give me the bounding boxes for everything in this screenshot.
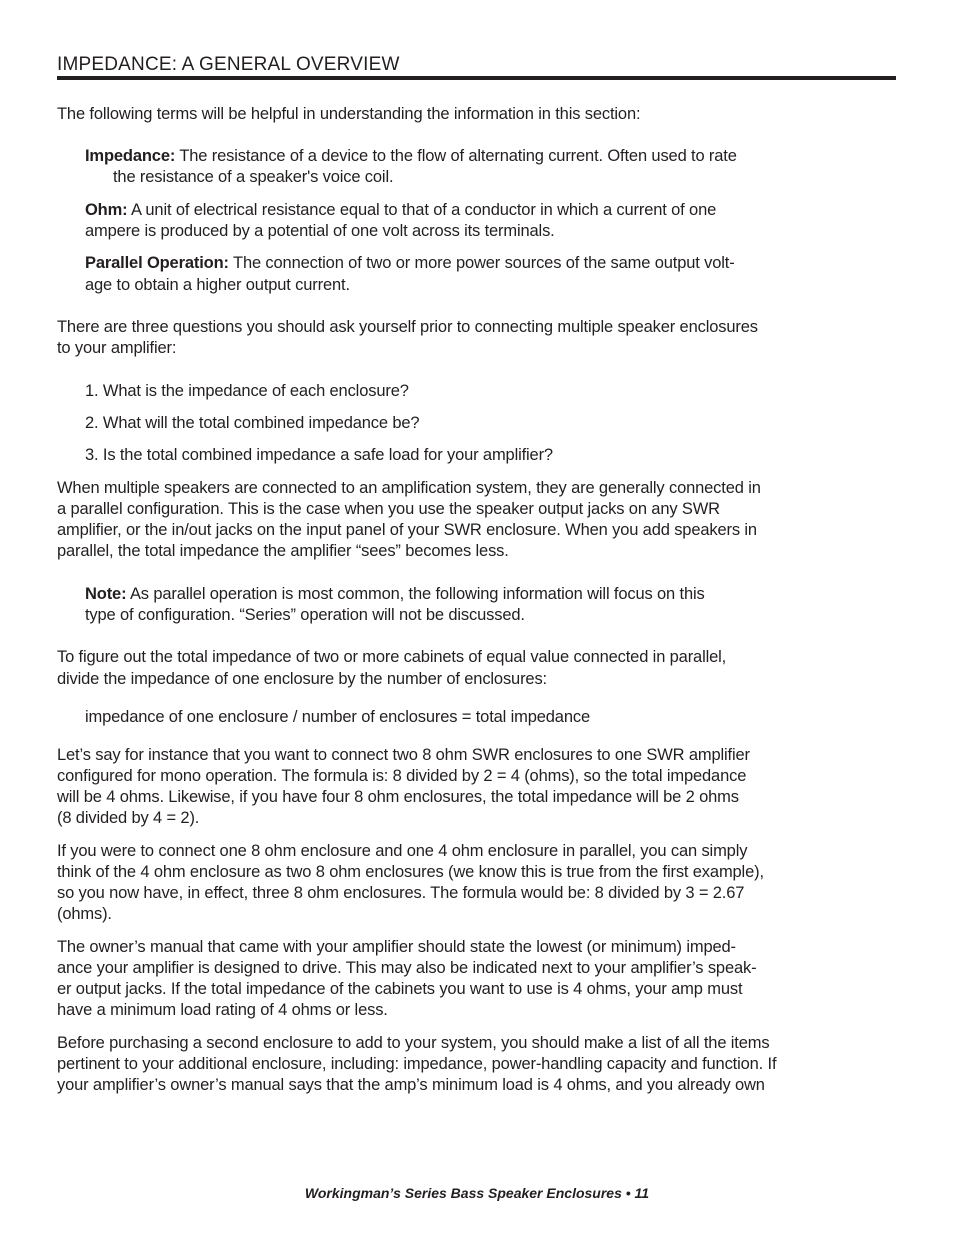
line-text: (ohms). — [57, 905, 112, 923]
line-text: the resistance of a speaker's voice coil. — [113, 168, 394, 186]
intro-paragraph — [57, 104, 640, 124]
line-text: (8 divided by 4 = 2). — [57, 809, 200, 827]
line-text: A unit of electrical resistance equal to that of a conductor in which a current of one — [127, 201, 717, 219]
line-text: 1. What is the impedance of each enclosure? — [85, 382, 409, 400]
question-item — [85, 381, 409, 401]
line-text: 2. What will the total combined impedance be? — [85, 414, 420, 432]
question-item — [85, 413, 419, 433]
line-text: ampere is produced by a potential of one volt across its terminals. — [85, 222, 555, 240]
definition-ohm — [85, 200, 716, 220]
parallel-paragraph — [57, 478, 761, 498]
line-text: 3. Is the total combined impedance a safe load for your amplifier? — [85, 446, 553, 464]
parallel-paragraph — [57, 541, 509, 561]
line-text: There are three questions you should ask yourself prior to connecting multiple speaker enclosures — [57, 318, 758, 336]
note-paragraph — [85, 605, 525, 625]
example1-paragraph — [57, 808, 199, 828]
line-text: er output jacks. If the total impedance of the cabinets you want to use is 4 ohms, your amp must — [57, 980, 743, 998]
line-text: have a minimum load rating of 4 ohms or less. — [57, 1001, 388, 1019]
line-text: amplifier, or the in/out jacks on the input panel of your SWR enclosure. When you add speakers in — [57, 521, 757, 539]
term-label: Impedance: — [85, 147, 176, 165]
figure-paragraph — [57, 647, 726, 667]
example1-paragraph — [57, 745, 750, 765]
manual-paragraph — [57, 979, 742, 999]
line-text: As parallel operation is most common, the following information will focus on this — [126, 585, 705, 603]
line-text: think of the 4 ohm enclosure as two 8 ohm enclosures (we know this is true from the first example), — [57, 863, 764, 881]
line-text: a parallel configuration. This is the case when you use the speaker output jacks on any SWR — [57, 500, 720, 518]
line-text: age to obtain a higher output current. — [85, 276, 350, 294]
manual-paragraph — [57, 1000, 388, 1020]
note-paragraph — [85, 584, 705, 604]
line-text: The resistance of a device to the flow of alternating current. Often used to rate — [175, 147, 737, 165]
section-heading: IMPEDANCE: A GENERAL OVERVIEW — [57, 54, 400, 75]
line-text: type of configuration. “Series” operation will not be discussed. — [85, 606, 525, 624]
line-text: ance your amplifier is designed to drive. This may also be indicated next to your amplifier’s speak- — [57, 959, 757, 977]
term-label: Parallel Operation: — [85, 254, 229, 272]
example1-paragraph — [57, 787, 739, 807]
questions-intro — [57, 338, 176, 358]
line-text: configured for mono operation. The formula is: 8 divided by 2 = 4 (ohms), so the total impedance — [57, 767, 747, 785]
heading-rule — [57, 76, 896, 80]
example2-paragraph — [57, 883, 744, 903]
purchase-paragraph — [57, 1033, 769, 1053]
definition-impedance — [113, 167, 393, 187]
line-text: pertinent to your additional enclosure, including: impedance, power-handling capacity and function. If — [57, 1055, 777, 1073]
example2-paragraph — [57, 862, 764, 882]
example2-paragraph — [57, 904, 112, 924]
example1-paragraph — [57, 766, 746, 786]
question-item — [85, 445, 553, 465]
line-text: When multiple speakers are connected to an amplification system, they are generally connected in — [57, 479, 761, 497]
term-label: Ohm: — [85, 201, 128, 219]
line-text: so you now have, in effect, three 8 ohm enclosures. The formula would be: 8 divided by 3 = 2.67 — [57, 884, 745, 902]
term-label: Note: — [85, 585, 127, 603]
line-text: The owner’s manual that came with your amplifier should state the lowest (or minimum) imped- — [57, 938, 736, 956]
purchase-paragraph — [57, 1054, 776, 1074]
line-text: parallel, the total impedance the amplifier “sees” becomes less. — [57, 542, 509, 560]
line-text: will be 4 ohms. Likewise, if you have four 8 ohm enclosures, the total impedance will be 2 ohms — [57, 788, 739, 806]
line-text: The connection of two or more power sources of the same output volt- — [228, 254, 735, 272]
line-text: your amplifier’s owner’s manual says that the amp’s minimum load is 4 ohms, and you already own — [57, 1076, 765, 1094]
line-text: Before purchasing a second enclosure to add to your system, you should make a list of all the items — [57, 1034, 770, 1052]
figure-paragraph — [57, 669, 547, 689]
manual-paragraph — [57, 958, 756, 978]
line-text: to your amplifier: — [57, 339, 177, 357]
line-text: If you were to connect one 8 ohm enclosure and one 4 ohm enclosure in parallel, you can simply — [57, 842, 748, 860]
line-text: divide the impedance of one enclosure by the number of enclosures: — [57, 670, 547, 688]
line-text: Let’s say for instance that you want to connect two 8 ohm SWR enclosures to one SWR amplifier — [57, 746, 750, 764]
line-text: impedance of one enclosure / number of enclosures = total impedance — [85, 708, 590, 726]
impedance-formula — [85, 707, 590, 727]
page-footer: Workingman’s Series Bass Speaker Enclosures • 11 — [304, 1185, 650, 1201]
definition-parallel — [85, 275, 350, 295]
example2-paragraph — [57, 841, 747, 861]
parallel-paragraph — [57, 520, 757, 540]
purchase-paragraph — [57, 1075, 765, 1095]
questions-intro — [57, 317, 758, 337]
parallel-paragraph — [57, 499, 720, 519]
definition-parallel — [85, 253, 735, 273]
manual-paragraph — [57, 937, 736, 957]
line-text: The following terms will be helpful in understanding the information in this section: — [57, 105, 641, 123]
line-text: To figure out the total impedance of two or more cabinets of equal value connected in parallel, — [57, 648, 727, 666]
definition-ohm — [85, 221, 555, 241]
definition-impedance — [85, 146, 737, 166]
